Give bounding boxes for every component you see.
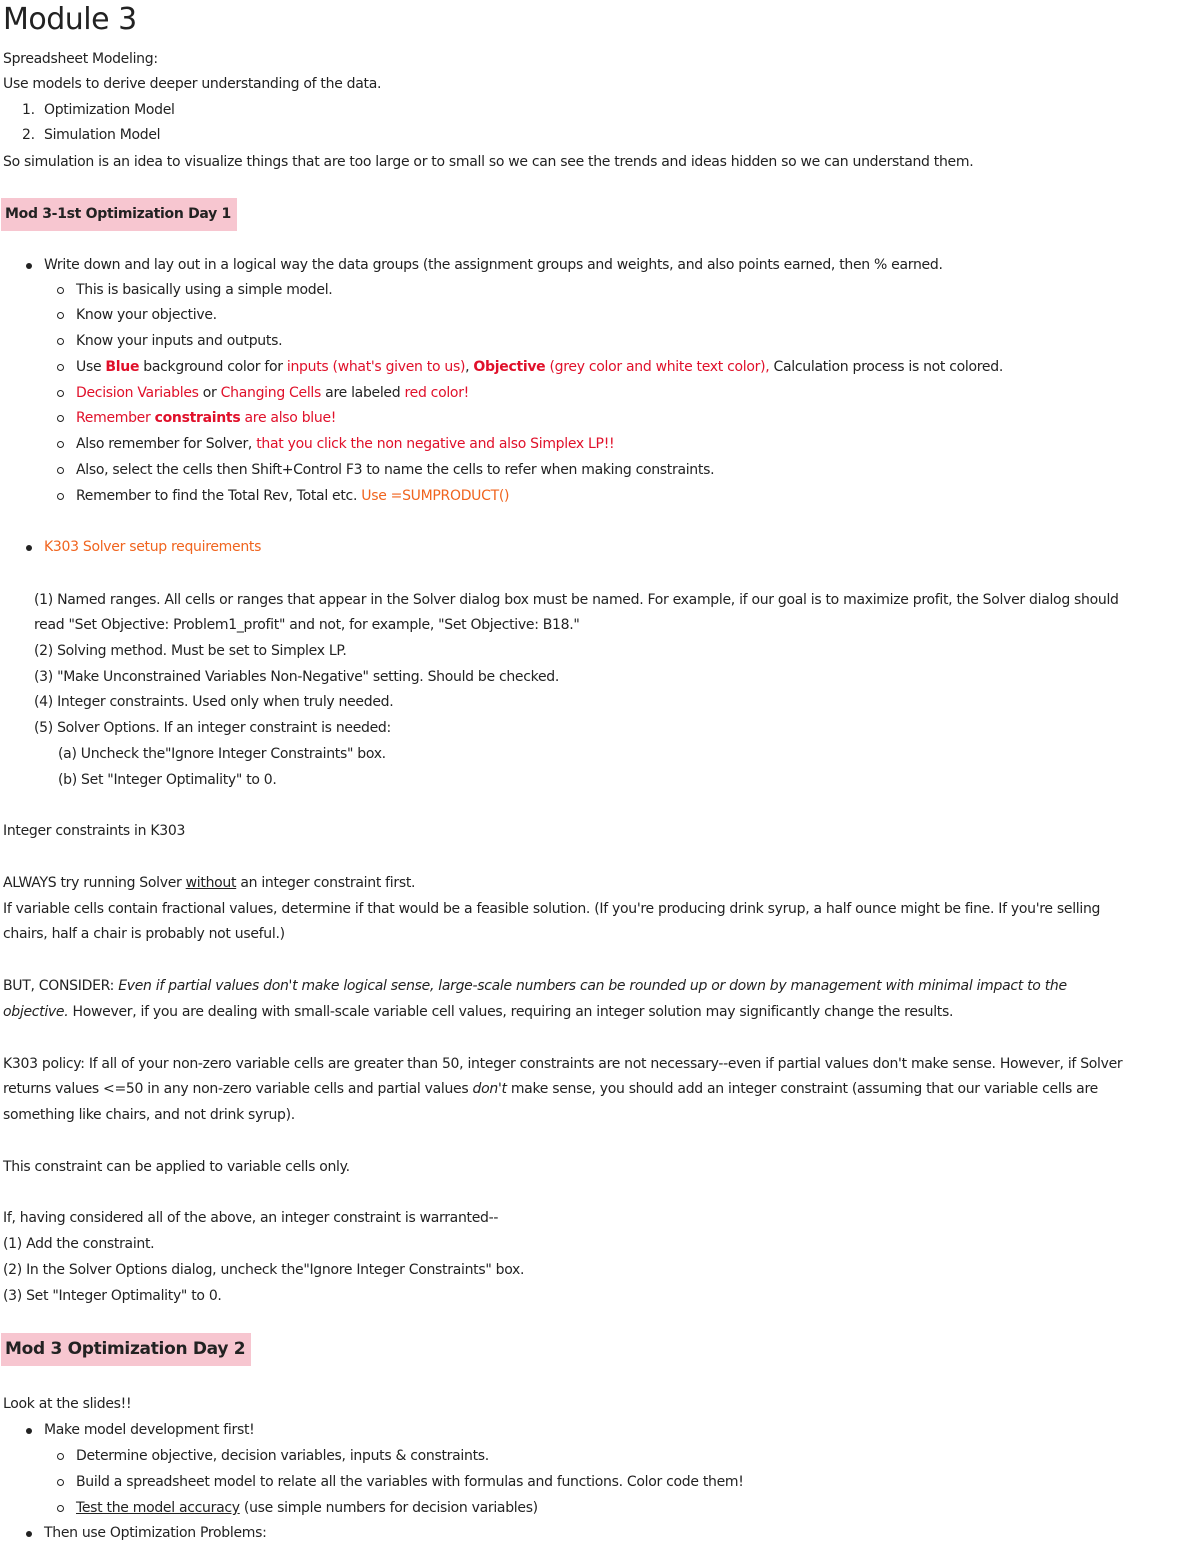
sub-list-item: Remember to find the Total Rev, Total etc. Use =SUMPRODUCT(): [76, 488, 510, 504]
sub-list-item: Determine objective, decision variables, inputs & constraints.: [76, 1448, 489, 1464]
paragraph-line: (a) Uncheck the"Ignore Integer Constraints" box.: [58, 746, 386, 762]
paragraph-line: (2) Solving method. Must be set to Simplex LP.: [34, 643, 347, 659]
paragraph-heading: Integer constraints in K303: [3, 823, 186, 839]
circle-bullet-icon: [57, 312, 64, 319]
circle-bullet-icon: [57, 1479, 64, 1486]
circle-bullet-icon: [57, 338, 64, 345]
circle-bullet-icon: [57, 441, 64, 448]
circle-bullet-icon: [57, 467, 64, 474]
list-item: Then use Optimization Problems:: [44, 1525, 267, 1541]
sub-list-item: Know your inputs and outputs.: [76, 333, 283, 349]
paragraph-line: (3) Set "Integer Optimality" to 0.: [3, 1288, 222, 1304]
sub-list-item: Decision Variables or Changing Cells are labeled red color!: [76, 385, 469, 401]
sub-list-item: Also remember for Solver, that you click the non negative and also Simplex LP!!: [76, 436, 615, 452]
paragraph-line: BUT, CONSIDER: Even if partial values don't make logical sense, large-scale numbers can be rounded up or down by management with minimal impact to the: [3, 978, 1067, 994]
paragraph-line: (1) Named ranges. All cells or ranges that appear in the Solver dialog box must be named. For example, if our goal is to maximize profit, the Solver dialog should: [34, 592, 1119, 608]
intro-line: So simulation is an idea to visualize things that are too large or to small so we can see the trends and ideas hidden so we can understand them.: [3, 154, 974, 170]
paragraph-line: K303 policy: If all of your non-zero variable cells are greater than 50, integer constraints are not necessary--even if partial values don't make sense. However, if Solver: [3, 1056, 1123, 1072]
section-heading-day2: Mod 3 Optimization Day 2: [1, 1333, 251, 1366]
paragraph-line: (4) Integer constraints. Used only when truly needed.: [34, 694, 394, 710]
circle-bullet-icon: [57, 287, 64, 294]
sub-list-item: Use Blue background color for inputs (what's given to us), Objective (grey color and white text color), Calculation process is not colored.: [76, 359, 1003, 375]
bullet-icon: [26, 263, 32, 269]
circle-bullet-icon: [57, 415, 64, 422]
page-title: Module 3: [3, 2, 137, 37]
bullet-icon: [26, 1428, 32, 1434]
sub-list-item: Know your objective.: [76, 307, 217, 323]
paragraph-line: (5) Solver Options. If an integer constraint is needed:: [34, 720, 391, 736]
circle-bullet-icon: [57, 493, 64, 500]
bullet-icon: [26, 1531, 32, 1537]
circle-bullet-icon: [57, 1505, 64, 1512]
paragraph-line: (1) Add the constraint.: [3, 1236, 155, 1252]
intro-line: Spreadsheet Modeling:: [3, 51, 158, 67]
paragraph-line: returns values <=50 in any non-zero variable cells and partial values don't make sense, you should add an integer constraint (assuming that our variable cells are: [3, 1081, 1098, 1097]
list-item: Simulation Model: [44, 127, 161, 143]
sub-list-item: Remember constraints are also blue!: [76, 410, 337, 426]
sub-list-item: Also, select the cells then Shift+Control F3 to name the cells to refer when making constraints.: [76, 462, 715, 478]
list-number: 1.: [22, 102, 35, 118]
section-heading-day1: Mod 3-1st Optimization Day 1: [1, 198, 237, 231]
list-item: K303 Solver setup requirements: [44, 539, 262, 555]
circle-bullet-icon: [57, 390, 64, 397]
list-item: Write down and lay out in a logical way the data groups (the assignment groups and weights, and also points earned, then % earned.: [44, 257, 943, 273]
paragraph-line: chairs, half a chair is probably not useful.): [3, 926, 285, 942]
paragraph-line: something like chairs, and not drink syrup).: [3, 1107, 295, 1123]
list-number: 2.: [22, 127, 35, 143]
bullet-icon: [26, 545, 32, 551]
intro-line: Use models to derive deeper understanding of the data.: [3, 76, 382, 92]
sub-list-item: Build a spreadsheet model to relate all the variables with formulas and functions. Color code them!: [76, 1474, 744, 1490]
paragraph-line: If, having considered all of the above, an integer constraint is warranted--: [3, 1210, 499, 1226]
circle-bullet-icon: [57, 1453, 64, 1460]
sub-list-item: Test the model accuracy (use simple numbers for decision variables): [76, 1500, 538, 1516]
paragraph-line: (b) Set "Integer Optimality" to 0.: [58, 772, 277, 788]
paragraph-line: objective. However, if you are dealing with small-scale variable cell values, requiring an integer solution may significantly change the results.: [3, 1004, 954, 1020]
list-item: Optimization Model: [44, 102, 175, 118]
paragraph-line: This constraint can be applied to variable cells only.: [3, 1159, 350, 1175]
paragraph-line: read "Set Objective: Problem1_profit" and not, for example, "Set Objective: B18.": [34, 617, 580, 633]
paragraph-line: (2) In the Solver Options dialog, uncheck the"Ignore Integer Constraints" box.: [3, 1262, 525, 1278]
list-item: Make model development first!: [44, 1422, 255, 1438]
paragraph-line: (3) "Make Unconstrained Variables Non-Negative" setting. Should be checked.: [34, 669, 559, 685]
sub-list-item: This is basically using a simple model.: [76, 282, 333, 298]
circle-bullet-icon: [57, 364, 64, 371]
paragraph-line: Look at the slides!!: [3, 1396, 132, 1412]
paragraph-line: ALWAYS try running Solver without an integer constraint first.: [3, 875, 416, 891]
paragraph-line: If variable cells contain fractional values, determine if that would be a feasible solution. (If you're producing drink syrup, a half ounce might be fine. If you're selling: [3, 901, 1101, 917]
